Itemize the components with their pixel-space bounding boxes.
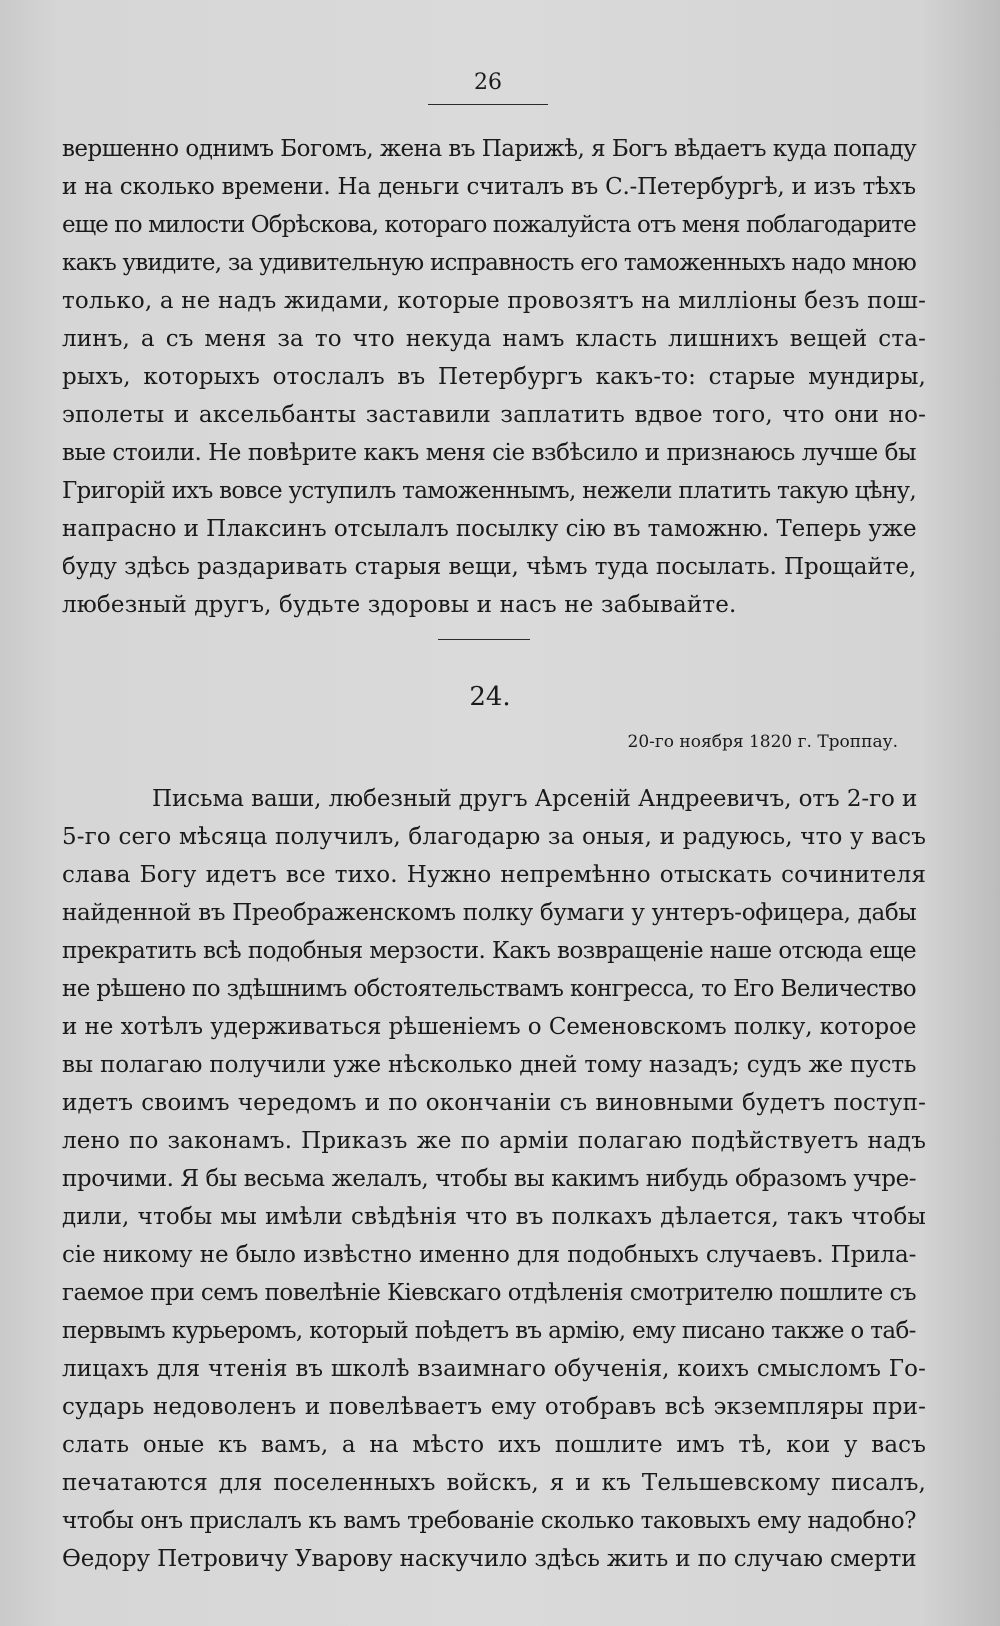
text-line: буду здѣсь раздаривать старыя вещи, чѣмъ туда посылать. Прощайте, bbox=[62, 554, 917, 580]
text-line: лицахъ для чтенія въ школѣ взаимнаго обученія, коихъ смысломъ Го- bbox=[62, 1356, 926, 1382]
text-line: слать оные къ вамъ, а на мѣсто ихъ пошлите имъ тѣ, кои у васъ bbox=[62, 1432, 926, 1458]
text-line: вые стоили. Не повѣрите какъ меня сіе взбѣсило и признаюсь лучше бы bbox=[62, 440, 916, 466]
page-number: 26 bbox=[474, 70, 502, 95]
text-line: линъ, а съ меня за то что некуда намъ класть лишнихъ вещей ста- bbox=[62, 326, 926, 352]
text-line: эполеты и аксельбанты заставили заплатить вдвое того, что они но- bbox=[62, 402, 926, 428]
text-line: чтобы онъ прислалъ къ вамъ требованіе сколько таковыхъ ему надобно? bbox=[62, 1508, 916, 1534]
text-line: сударь недоволенъ и повелѣваетъ ему отобравъ всѣ экземпляры при- bbox=[62, 1394, 926, 1420]
text-line: лено по законамъ. Приказъ же по арміи полагаю подѣйствуетъ надъ bbox=[62, 1128, 926, 1154]
text-line: напрасно и Плаксинъ отсылалъ посылку сію въ таможню. Теперь уже bbox=[62, 516, 917, 542]
text-line: и не хотѣлъ удерживаться рѣшеніемъ о Семеновскомъ полку, которое bbox=[62, 1014, 917, 1040]
text-line: слава Богу идетъ все тихо. Нужно непремѣнно отыскать сочинителя bbox=[62, 862, 926, 888]
text-line: 5-го сего мѣсяца получилъ, благодарю за оныя, и радуюсь, что у васъ bbox=[62, 824, 926, 850]
header-rule bbox=[428, 104, 548, 105]
text-line: первымъ курьеромъ, который поѣдетъ въ армію, ему писано также о таб- bbox=[62, 1318, 916, 1344]
text-line: Григорій ихъ вовсе уступилъ таможеннымъ, нежели платить такую цѣну, bbox=[62, 478, 916, 504]
text-line: прекратить всѣ подобныя мерзости. Какъ возвращеніе наше отсюда еще bbox=[62, 938, 917, 964]
text-line: печатаются для поселенныхъ войскъ, я и къ Тельшевскому писалъ, bbox=[62, 1470, 926, 1496]
paragraph-continuation bbox=[62, 130, 926, 624]
text-line: какъ увидите, за удивительную исправность его таможенныхъ надо мною bbox=[62, 250, 916, 276]
text-line: и на сколько времени. На деньги считалъ въ С.-Петербургѣ, и изъ тѣхъ bbox=[62, 174, 916, 200]
text-line: еще по милости Обрѣскова, котораго пожалуйста отъ меня поблагодарите bbox=[62, 212, 916, 238]
text-line: идетъ своимъ чередомъ и по окончаніи съ виновными будетъ поступ- bbox=[62, 1090, 926, 1116]
text-line: Ѳедору Петровичу Уварову наскучило здѣсь жить и по случаю смерти bbox=[62, 1546, 917, 1572]
text-line: только, а не надъ жидами, которые провозятъ на милліоны безъ пош- bbox=[62, 288, 926, 314]
text-line: дили, чтобы мы имѣли свѣдѣнія что въ полкахъ дѣлается, такъ чтобы bbox=[62, 1204, 926, 1230]
text-line: рыхъ, которыхъ отослалъ въ Петербургъ какъ-то: старые мундиры, bbox=[62, 364, 926, 390]
text-line: вершенно однимъ Богомъ, жена въ Парижѣ, я Богъ вѣдаетъ куда попаду bbox=[62, 136, 917, 162]
letter-dateline: 20-го ноября 1820 г. Троппау. bbox=[627, 732, 898, 752]
text-line: найденной въ Преображенскомъ полку бумаги у унтеръ-офицера, дабы bbox=[62, 900, 917, 926]
letter-body bbox=[62, 780, 926, 1578]
text-line: Письма ваши, любезный другъ Арсеній Андреевичъ, отъ 2-го и bbox=[152, 786, 918, 812]
text-line: сіе никому не было извѣстно именно для подобныхъ случаевъ. Прила- bbox=[62, 1242, 917, 1268]
text-line: гаемое при семъ повелѣніе Кіевскаго отдѣленія смотрителю пошлите съ bbox=[62, 1280, 916, 1306]
letter-number: 24. bbox=[469, 682, 511, 712]
text-line: прочими. Я бы весьма желалъ, чтобы вы какимъ нибудь образомъ учре- bbox=[62, 1166, 917, 1192]
text-line: любезный другъ, будьте здоровы и насъ не забывайте. bbox=[62, 592, 737, 618]
text-line: не рѣшено по здѣшнимъ обстоятельствамъ конгресса, то Его Величество bbox=[62, 976, 916, 1002]
text-line: вы полагаю получили уже нѣсколько дней тому назадъ; судъ же пусть bbox=[62, 1052, 917, 1078]
section-separator bbox=[438, 639, 530, 640]
